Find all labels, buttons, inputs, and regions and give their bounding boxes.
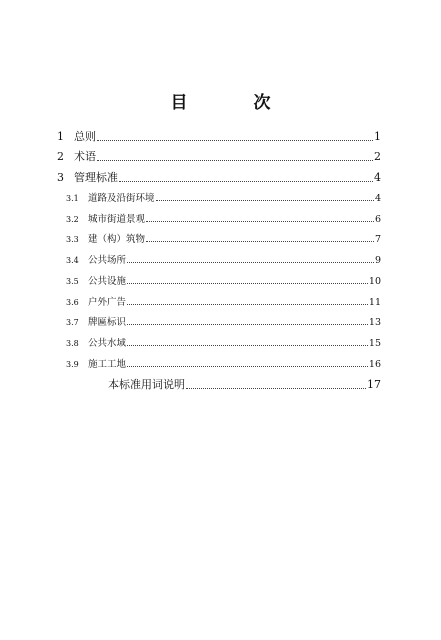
toc-leader-dots	[127, 324, 368, 325]
toc-entry-page: 4	[374, 193, 381, 204]
toc-entry-page: 7	[374, 234, 381, 245]
toc-entry-label: 牌匾标识	[88, 317, 127, 328]
toc-leader-dots	[97, 140, 373, 141]
toc-leader-dots	[127, 345, 368, 346]
toc-entry-3-3[interactable]	[66, 231, 381, 245]
toc-entry-page: 16	[368, 359, 381, 370]
toc-entry-number: 3.8	[66, 339, 79, 348]
toc-entry-page: 1	[374, 130, 381, 143]
toc-entry-number: 3.6	[66, 298, 79, 307]
toc-entry-number: 3	[57, 171, 64, 184]
toc-entry-3-7[interactable]	[66, 314, 381, 328]
toc-leader-dots	[146, 241, 374, 242]
toc-entry-label: 管理标准	[74, 171, 118, 184]
toc-leader-dots	[156, 200, 374, 201]
toc-entry-page: 17	[367, 378, 381, 391]
toc-entry-page: 10	[368, 276, 381, 287]
toc-leader-dots	[127, 304, 368, 305]
toc-entry-number: 1	[57, 130, 64, 143]
toc-leader-dots	[97, 160, 373, 161]
toc-entry-page: 2	[374, 150, 381, 163]
toc-entry-3-4[interactable]	[66, 252, 381, 266]
toc-entry-page: 6	[374, 214, 381, 225]
toc-entry-label: 总则	[74, 130, 96, 143]
toc-entry-label: 术语	[74, 150, 96, 163]
toc-entry-number: 3.5	[66, 277, 79, 286]
toc-entry-label: 本标准用词说明	[108, 378, 185, 391]
toc-entry-label: 公共场所	[88, 255, 127, 266]
toc-leader-dots	[186, 388, 366, 389]
toc-entry-3-1[interactable]	[66, 190, 381, 204]
toc-entry-number: 3.2	[66, 215, 79, 224]
toc-leader-dots	[127, 262, 374, 263]
toc-entry-appendix[interactable]	[108, 376, 381, 392]
toc-entry-label: 公共设施	[88, 276, 127, 287]
toc-entry-page: 9	[374, 255, 381, 266]
toc-entry-number: 3.7	[66, 318, 79, 327]
toc-entry-number: 3.9	[66, 360, 79, 369]
toc-entry-3-9[interactable]	[66, 356, 381, 370]
toc-entry-number: 3.4	[66, 256, 79, 265]
toc-entry-3-2[interactable]	[66, 211, 381, 225]
toc-entry-3-6[interactable]	[66, 294, 381, 308]
toc-entry-3-8[interactable]	[66, 335, 381, 349]
toc-entry-number: 2	[57, 150, 64, 163]
toc-leader-dots	[127, 366, 368, 367]
toc-entry-label: 户外广告	[88, 297, 127, 308]
toc-leader-dots	[119, 181, 373, 182]
toc-entry-number: 3.1	[66, 194, 79, 203]
toc-entry-page: 13	[368, 317, 381, 328]
toc-entry-2[interactable]	[57, 148, 381, 164]
toc-entry-label: 施工工地	[88, 359, 127, 370]
toc-entry-label: 建（构）筑物	[88, 234, 146, 245]
toc-entry-label: 道路及沿街环境	[88, 193, 155, 204]
toc-entry-3-5[interactable]	[66, 273, 381, 287]
toc-entry-page: 4	[374, 171, 381, 184]
toc-entry-label: 城市街道景观	[88, 214, 146, 225]
toc-entry-page: 15	[368, 338, 381, 349]
toc-entry-page: 11	[368, 297, 381, 308]
toc-leader-dots	[146, 221, 374, 222]
toc-entry-3[interactable]	[57, 169, 381, 185]
page-title: 目 次	[170, 93, 301, 113]
toc-entry-number: 3.3	[66, 235, 79, 244]
toc-entry-1[interactable]	[57, 128, 381, 144]
toc-entry-label: 公共水域	[88, 338, 127, 349]
toc-leader-dots	[127, 283, 368, 284]
